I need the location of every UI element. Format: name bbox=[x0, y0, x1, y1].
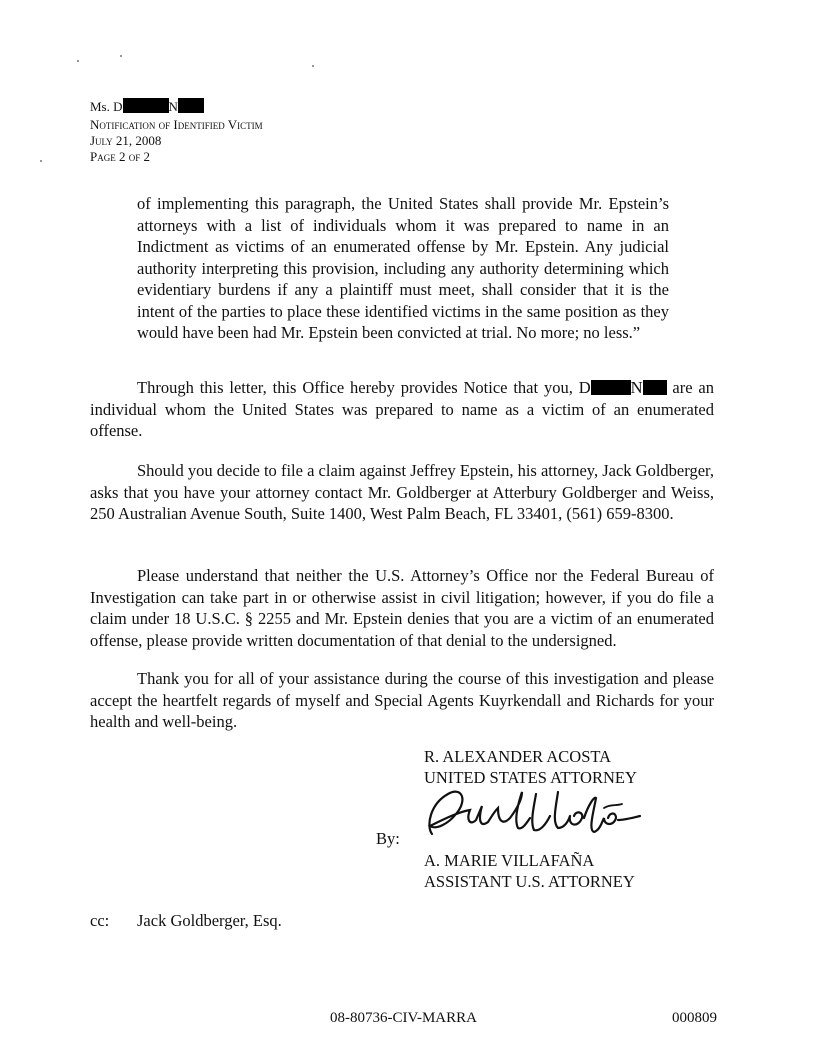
attorney-name: R. ALEXANDER ACOSTA bbox=[424, 747, 612, 766]
redaction-bar bbox=[643, 380, 667, 395]
header-page: Page 2 of 2 bbox=[90, 149, 150, 164]
scan-speck bbox=[77, 60, 79, 62]
header-subject: Notification of Identified Victim bbox=[90, 117, 263, 132]
scan-speck bbox=[40, 160, 42, 162]
header-date: July 21, 2008 bbox=[90, 133, 162, 148]
cc-recipient: Jack Goldberger, Esq. bbox=[137, 911, 282, 930]
cc-label: cc: bbox=[90, 911, 110, 930]
notice-paragraph: Through this letter, this Office hereby provides Notice that you, D N are an individual whom the United States was prepared to name as a victim of an enumerated offense. bbox=[90, 378, 715, 440]
signer-name: A. MARIE VILLAFAÑA bbox=[424, 851, 595, 870]
handwritten-signature bbox=[418, 786, 648, 848]
redaction-bar bbox=[591, 380, 631, 395]
claim-paragraph: Should you decide to file a claim against Jeffrey Epstein, his attorney, Jack Goldberger, asks that you have your attorney contact Mr. Goldberger at Atterbury Goldberger and Weiss, 250 Australian Avenue South, Suite 1400, West Palm Beach, FL 33401, (561) 659-8300. bbox=[90, 461, 714, 523]
scan-speck bbox=[120, 55, 122, 57]
quoted-agreement-paragraph: of implementing this paragraph, the United States shall provide Mr. Epstein’s attorneys with a list of individuals whom it was prepared to name in an Indictment as victims of an enumerated offense by Mr. Epstein. Any judicial authority interpreting this provision, including any authority determining which evidentiary burdens if any a plaintiff must meet, shall consider that it is the intent of the parties to place these identified victims in the same position as they would have been had Mr. Epstein been convicted at trial. No more; no less.” bbox=[137, 194, 669, 342]
litigation-paragraph: Please understand that neither the U.S. Attorney’s Office nor the Federal Bureau of Investigation can take part in or otherwise assist in civil litigation; however, if you do file a claim under 18 U.S.C. § 2255 and Mr. Epstein denies that you are a victim of an enumerated offense, please provide written documentation of that denial to the undersigned. bbox=[90, 566, 714, 650]
header-salutation: Ms. D N bbox=[90, 98, 204, 115]
redaction-bar bbox=[123, 98, 169, 113]
bates-number: 000809 bbox=[672, 1010, 717, 1026]
redaction-bar bbox=[178, 98, 204, 113]
signer-title: ASSISTANT U.S. ATTORNEY bbox=[424, 872, 635, 891]
attorney-title: UNITED STATES ATTORNEY bbox=[424, 768, 637, 787]
by-label: By: bbox=[376, 829, 400, 848]
scan-speck bbox=[312, 65, 314, 67]
case-number: 08-80736-CIV-MARRA bbox=[330, 1010, 477, 1026]
thanks-paragraph: Thank you for all of your assistance during the course of this investigation and please accept the heartfelt regards of myself and Special Agents Kuyrkendall and Richards for your health and well-being. bbox=[90, 669, 714, 731]
